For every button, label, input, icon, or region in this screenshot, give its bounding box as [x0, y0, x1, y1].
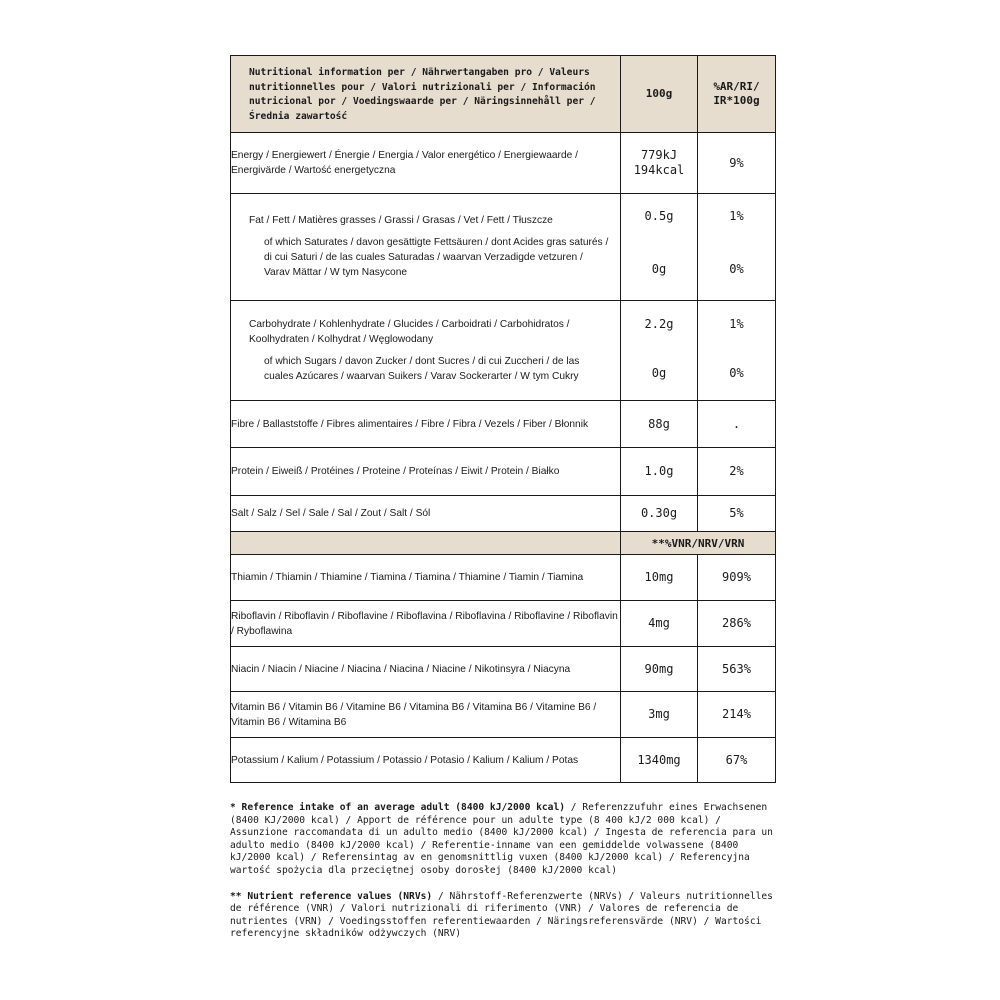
nrv-note — [230, 891, 775, 941]
fat-amount-group — [621, 194, 698, 301]
row-label: Niacin / Niacin / Niacine / Niacina / Niacina / Niacine / Nikotinsyra / Niacyna — [231, 647, 621, 692]
table-row-salt — [231, 496, 776, 532]
row-percent: 563% — [698, 647, 776, 692]
fat-percent-group — [698, 194, 776, 301]
table-row-potassium — [231, 738, 776, 783]
row-amount: 779kJ 194kcal — [621, 133, 698, 194]
row-label: Protein / Eiweiß / Protéines / Proteine / Proteínas / Eiwit / Protein / Białko — [231, 448, 621, 496]
row-percent: 2% — [698, 448, 776, 496]
row-amount: 0.5g — [644, 209, 674, 223]
table-row-carbohydrate — [231, 301, 776, 401]
table-row-protein — [231, 448, 776, 496]
row-amount: 88g — [621, 401, 698, 448]
table-row-riboflavin — [231, 601, 776, 647]
header-amount: 100g — [621, 56, 698, 133]
row-percent: 214% — [698, 692, 776, 738]
row-amount: 1340mg — [621, 738, 698, 783]
footnotes — [230, 802, 775, 954]
row-percent: 67% — [698, 738, 776, 783]
table-row-fibre — [231, 401, 776, 448]
row-subamount: 0g — [651, 366, 667, 380]
row-label: Thiamin / Thiamin / Thiamine / Tiamina / Tiamina / Thiamine / Tiamin / Tiamina — [231, 555, 621, 601]
row-label: Carbohydrate / Kohlenhydrate / Glucides / Carboidrati / Carbohidratos / Koolhydraten / Kolhydrat / Węglowodany — [249, 319, 570, 345]
row-amount: 4mg — [621, 601, 698, 647]
row-amount: 1.0g — [621, 448, 698, 496]
fat-label-group — [231, 194, 621, 301]
row-amount: 90mg — [621, 647, 698, 692]
row-label: Potassium / Kalium / Potassium / Potassio / Potasio / Kalium / Kalium / Potas — [231, 738, 621, 783]
nrv-title: ** Nutrient reference values (NRVs) — [230, 890, 433, 902]
reference-intake-note — [230, 802, 775, 878]
row-amount: 0.30g — [621, 496, 698, 532]
row-sublabel: of which Sugars / davon Zucker / dont Sucres / di cui Zuccheri / de las cuales Azúcares / waarvan Suikers / Varav Sockerarter / W tym Cukry — [264, 356, 580, 382]
row-label: Riboflavin / Riboflavin / Riboflavine / Riboflavina / Riboflavina / Riboflavine / Riboflavin / Ryboflawina — [231, 601, 621, 647]
row-percent: 1% — [729, 317, 744, 331]
nrv-header: **%VNR/NRV/VRN — [621, 532, 776, 555]
carb-label-group — [231, 301, 621, 401]
row-label: Fat / Fett / Matières grasses / Grassi / Grasas / Vet / Fett / Tłuszcze — [249, 214, 553, 226]
row-subpercent: 0% — [729, 366, 744, 380]
header-description: Nutritional information per / Nährwertangaben pro / Valeurs nutritionnelles pour / Valori nutrizionali per / Información nutricional por / Voedingswaarde per / Näringsinnehåll per / Średnia zawartość — [231, 56, 621, 133]
section-spacer — [231, 532, 621, 555]
vitamin-section-header — [231, 532, 776, 555]
table-row-vitamin-b6 — [231, 692, 776, 738]
table-row-fat — [231, 194, 776, 301]
row-percent: 1% — [729, 209, 744, 223]
reference-intake-title: * Reference intake of an average adult (8400 kJ/2000 kcal) — [230, 802, 566, 813]
reference-intake-text: / Referenzzufuhr eines Erwachsenen (8400 KJ/2000 kcal) / Apport de référence pour un adulte type (8 400 kJ/2 000 kcal) / Assunzione raccomandata di un adulto medio (8400 kJ/2000 kcal) / Ingesta de referencia para un adulto medio (8400 kJ/2000 kcal) / Referentie-inname van een gemiddelde volwassene (8400 kJ/2000 kcal) / Referensintag av en genomsnittlig vuxen (8400 kJ/2000 kcal) / Referencyjna wartość spożycia dla przeciętnej osoby dorosłej (8400 kJ/2000 kcal) — [230, 802, 773, 876]
table-row-energy — [231, 133, 776, 194]
row-subpercent: 0% — [729, 262, 744, 276]
nutrition-table — [230, 55, 776, 783]
row-percent: 5% — [698, 496, 776, 532]
row-percent: 9% — [698, 133, 776, 194]
row-label: Vitamin B6 / Vitamin B6 / Vitamine B6 / Vitamina B6 / Vitamina B6 / Vitamine B6 / Vitamin B6 / Witamina B6 — [231, 692, 621, 738]
row-percent: 286% — [698, 601, 776, 647]
row-label: Energy / Energiewert / Énergie / Energia / Valor energético / Energiewaarde / Energivärde / Wartość energetyczna — [231, 133, 621, 194]
nutrition-panel — [230, 55, 775, 783]
header-reference-intake: %AR/RI/ IR*100g — [698, 56, 776, 133]
row-label: Fibre / Ballaststoffe / Fibres alimentaires / Fibre / Fibra / Vezels / Fiber / Błonnik — [231, 401, 621, 448]
row-amount: 10mg — [621, 555, 698, 601]
row-subamount: 0g — [651, 262, 667, 276]
row-amount: 2.2g — [644, 317, 674, 331]
row-sublabel: of which Saturates / davon gesättigte Fettsäuren / dont Acides gras saturés / di cui Saturi / de las cuales Saturadas / waarvan Verzadigde vetzuren / Varav Mättar / W tym Nasycone — [264, 236, 609, 278]
row-percent: . — [698, 401, 776, 448]
table-header-row — [231, 56, 776, 133]
row-label: Salt / Salz / Sel / Sale / Sal / Zout / Salt / Sól — [231, 496, 621, 532]
table-row-thiamin — [231, 555, 776, 601]
row-amount: 3mg — [621, 692, 698, 738]
table-row-niacin — [231, 647, 776, 692]
carb-percent-group — [698, 301, 776, 401]
row-percent: 909% — [698, 555, 776, 601]
carb-amount-group — [621, 301, 698, 401]
nrv-text: / Nährstoff-Referenzwerte (NRVs) / Valeurs nutritionnelles de référence (VNR) / Valori nutrizionali di riferimento (VNR) / Valores de referencia de nutrientes (VRN) / Voedingsstoffen referentiewaarden / Näringsreferensvärde (NRV) / Wartości referencyjne składników odżywczych (NRV) — [230, 890, 773, 940]
